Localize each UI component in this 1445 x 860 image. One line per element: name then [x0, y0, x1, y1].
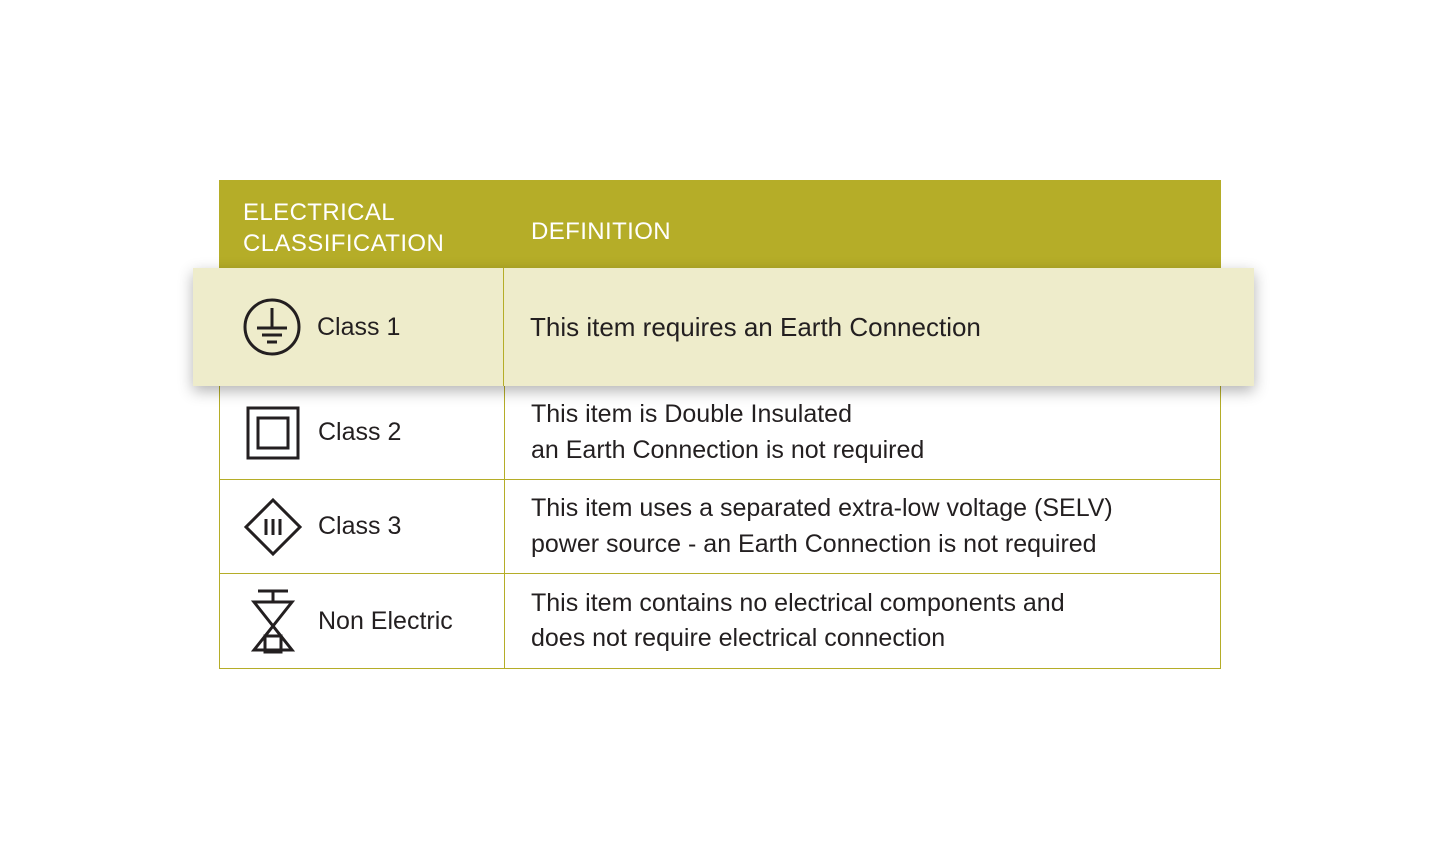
cell-classification	[193, 268, 504, 386]
header-cell-definition: DEFINITION	[531, 218, 671, 245]
earth-ground-circle-icon	[241, 296, 303, 358]
class-label: Non Electric	[318, 606, 453, 635]
header-classification-line2: CLASSIFICATION	[243, 229, 445, 257]
cell-classification	[220, 480, 505, 573]
definition-line: an Earth Connection is not required	[531, 435, 925, 464]
cell-definition	[505, 491, 1220, 562]
double-square-icon	[242, 402, 304, 464]
definition-line: does not require electrical connection	[531, 624, 946, 652]
cell-classification	[220, 574, 505, 668]
cell-definition	[504, 309, 1254, 346]
diamond-three-bars-icon	[242, 496, 304, 558]
table-row-highlighted[interactable]	[193, 268, 1254, 386]
table-row[interactable]	[220, 386, 1220, 480]
cell-definition	[505, 397, 1220, 468]
definition-line: This item contains no electrical components and	[531, 588, 1065, 617]
table-row[interactable]	[220, 574, 1220, 668]
header-cell-classification	[219, 180, 505, 268]
definition-line: power source - an Earth Connection is not required	[531, 529, 1097, 558]
table-row[interactable]	[220, 480, 1220, 574]
table-header-row	[219, 180, 1221, 268]
class-label: Class 3	[318, 512, 402, 540]
definition-line: This item requires an Earth Connection	[530, 311, 981, 342]
header-classification-line1: ELECTRICAL	[243, 199, 396, 226]
definition-line: This item is Double Insulated	[531, 400, 852, 428]
non-electric-hourglass-icon	[242, 590, 304, 652]
class-label: Class 1	[317, 312, 401, 341]
cell-classification	[220, 386, 505, 479]
definition-line: This item uses a separated extra-low voltage (SELV)	[531, 494, 1113, 522]
class-label: Class 2	[318, 418, 402, 446]
electrical-classification-table	[219, 180, 1221, 669]
cell-definition	[505, 586, 1220, 657]
